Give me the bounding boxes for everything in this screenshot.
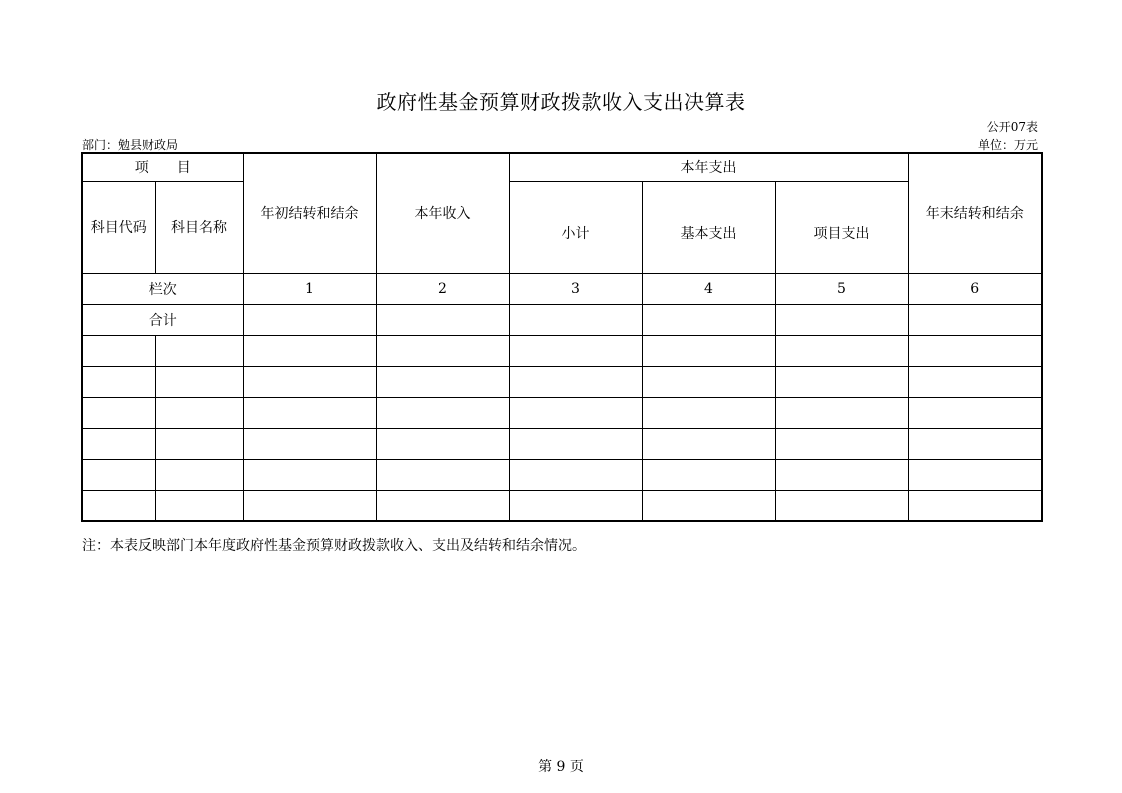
table-cell [642,304,775,335]
header-closing-balance: 年末结转和结余 [908,153,1042,273]
table-cell [82,428,155,459]
table-row [82,397,1042,428]
table-cell [775,490,908,521]
table-cell [243,304,376,335]
table-cell [908,428,1042,459]
table-cell [908,304,1042,335]
col-number: 2 [376,273,509,304]
table-cell [908,459,1042,490]
table-cell [509,335,642,366]
table-row [82,490,1042,521]
table-cell [155,397,243,428]
header-project-expense: 项目支出 [775,181,908,273]
page-number: 第 9 页 [538,759,584,775]
table-cell [155,335,243,366]
table-row [82,335,1042,366]
header-opening-balance: 年初结转和结余 [243,153,376,273]
header-current-expense: 本年支出 [509,153,908,181]
department-label: 部门：勉县财政局 [82,138,179,152]
table-cell [82,459,155,490]
table-cell [82,335,155,366]
page-title: 政府性基金预算财政拨款收入支出决算表 [376,90,746,114]
table-cell [243,397,376,428]
table-cell [82,490,155,521]
table-cell [376,428,509,459]
table-cell [908,335,1042,366]
table-cell [908,397,1042,428]
table-cell [82,366,155,397]
table-cell [642,459,775,490]
table-cell [642,335,775,366]
col-number: 1 [243,273,376,304]
row-index-label: 栏次 [82,273,243,304]
header-current-income: 本年收入 [376,153,509,273]
table-cell [155,366,243,397]
table-cell [775,366,908,397]
table-cell [376,459,509,490]
table-cell [509,428,642,459]
header-project: 项 目 [82,153,243,181]
table-cell [509,304,642,335]
table-cell [509,459,642,490]
table-cell [908,490,1042,521]
total-row [82,304,1042,335]
footnote: 注：本表反映部门本年度政府性基金预算财政拨款收入、支出及结转和结余情况。 [82,538,586,554]
table-cell [775,428,908,459]
table-cell [642,397,775,428]
col-number: 6 [908,273,1042,304]
table-cell [82,397,155,428]
col-number: 3 [509,273,642,304]
budget-table [81,152,1043,522]
table-cell [155,490,243,521]
table-cell [243,366,376,397]
table-cell [243,490,376,521]
table-cell [376,335,509,366]
form-code: 公开07表 [986,120,1038,134]
header-subtotal: 小计 [509,181,642,273]
table-cell [509,490,642,521]
table-cell [642,428,775,459]
header-subject-name: 科目名称 [155,181,243,273]
table-cell [155,428,243,459]
table-cell [642,366,775,397]
table-row [82,459,1042,490]
table-cell [908,366,1042,397]
table-cell [155,459,243,490]
table-cell [376,366,509,397]
table-cell [243,428,376,459]
table-cell [376,304,509,335]
header-basic-expense: 基本支出 [642,181,775,273]
table-cell [509,397,642,428]
table-cell [243,335,376,366]
total-label: 合计 [82,304,243,335]
table-row [82,366,1042,397]
table-cell [376,490,509,521]
table-cell [243,459,376,490]
table-cell [775,304,908,335]
table-row [82,428,1042,459]
table-cell [642,490,775,521]
table-cell [775,459,908,490]
unit-label: 单位：万元 [977,138,1038,152]
table-cell [509,366,642,397]
table-cell [376,397,509,428]
table-cell [775,397,908,428]
table-cell [775,335,908,366]
col-number: 4 [642,273,775,304]
col-number: 5 [775,273,908,304]
header-subject-code: 科目代码 [82,181,155,273]
